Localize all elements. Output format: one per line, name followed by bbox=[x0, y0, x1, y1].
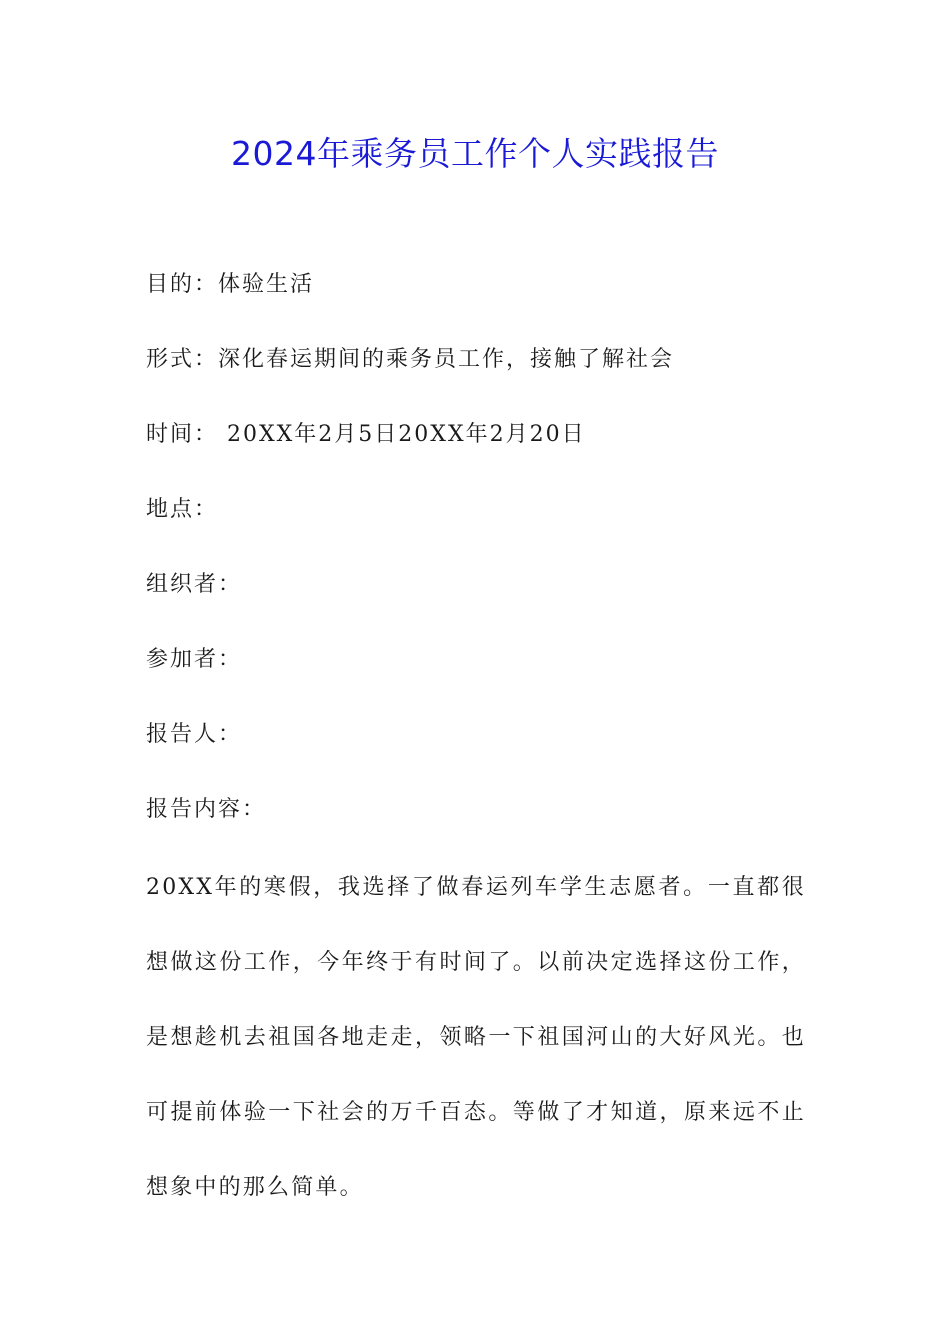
location-field: 地点： bbox=[146, 497, 219, 522]
organizer-field: 组织者： bbox=[146, 572, 243, 597]
document-body bbox=[146, 262, 806, 1225]
report-content-label: 报告内容： bbox=[146, 797, 267, 822]
form-field: 形式：深化春运期间的乘务员工作，接触了解社会 bbox=[146, 347, 675, 372]
document-title: 2024年乘务员工作个人实践报告 bbox=[231, 134, 719, 173]
purpose-field: 目的：体验生活 bbox=[146, 272, 315, 297]
reporter-field: 报告人： bbox=[146, 722, 243, 747]
participants-field: 参加者： bbox=[146, 647, 243, 672]
report-body-paragraph: 20XX年的寒假，我选择了做春运列车学生志愿者。一直都很想做这份工作，今年终于有时间了。以前决定选择这份工作，是想趁机去祖国各地走走，领略一下祖国河山的大好风光。也可提前体验一下社会的万千百态。等做了才知道，原来远不止想象中的那么简单。 bbox=[146, 875, 806, 1200]
time-field: 时间： 20XX年2月5日20XX年2月20日 bbox=[146, 422, 586, 447]
